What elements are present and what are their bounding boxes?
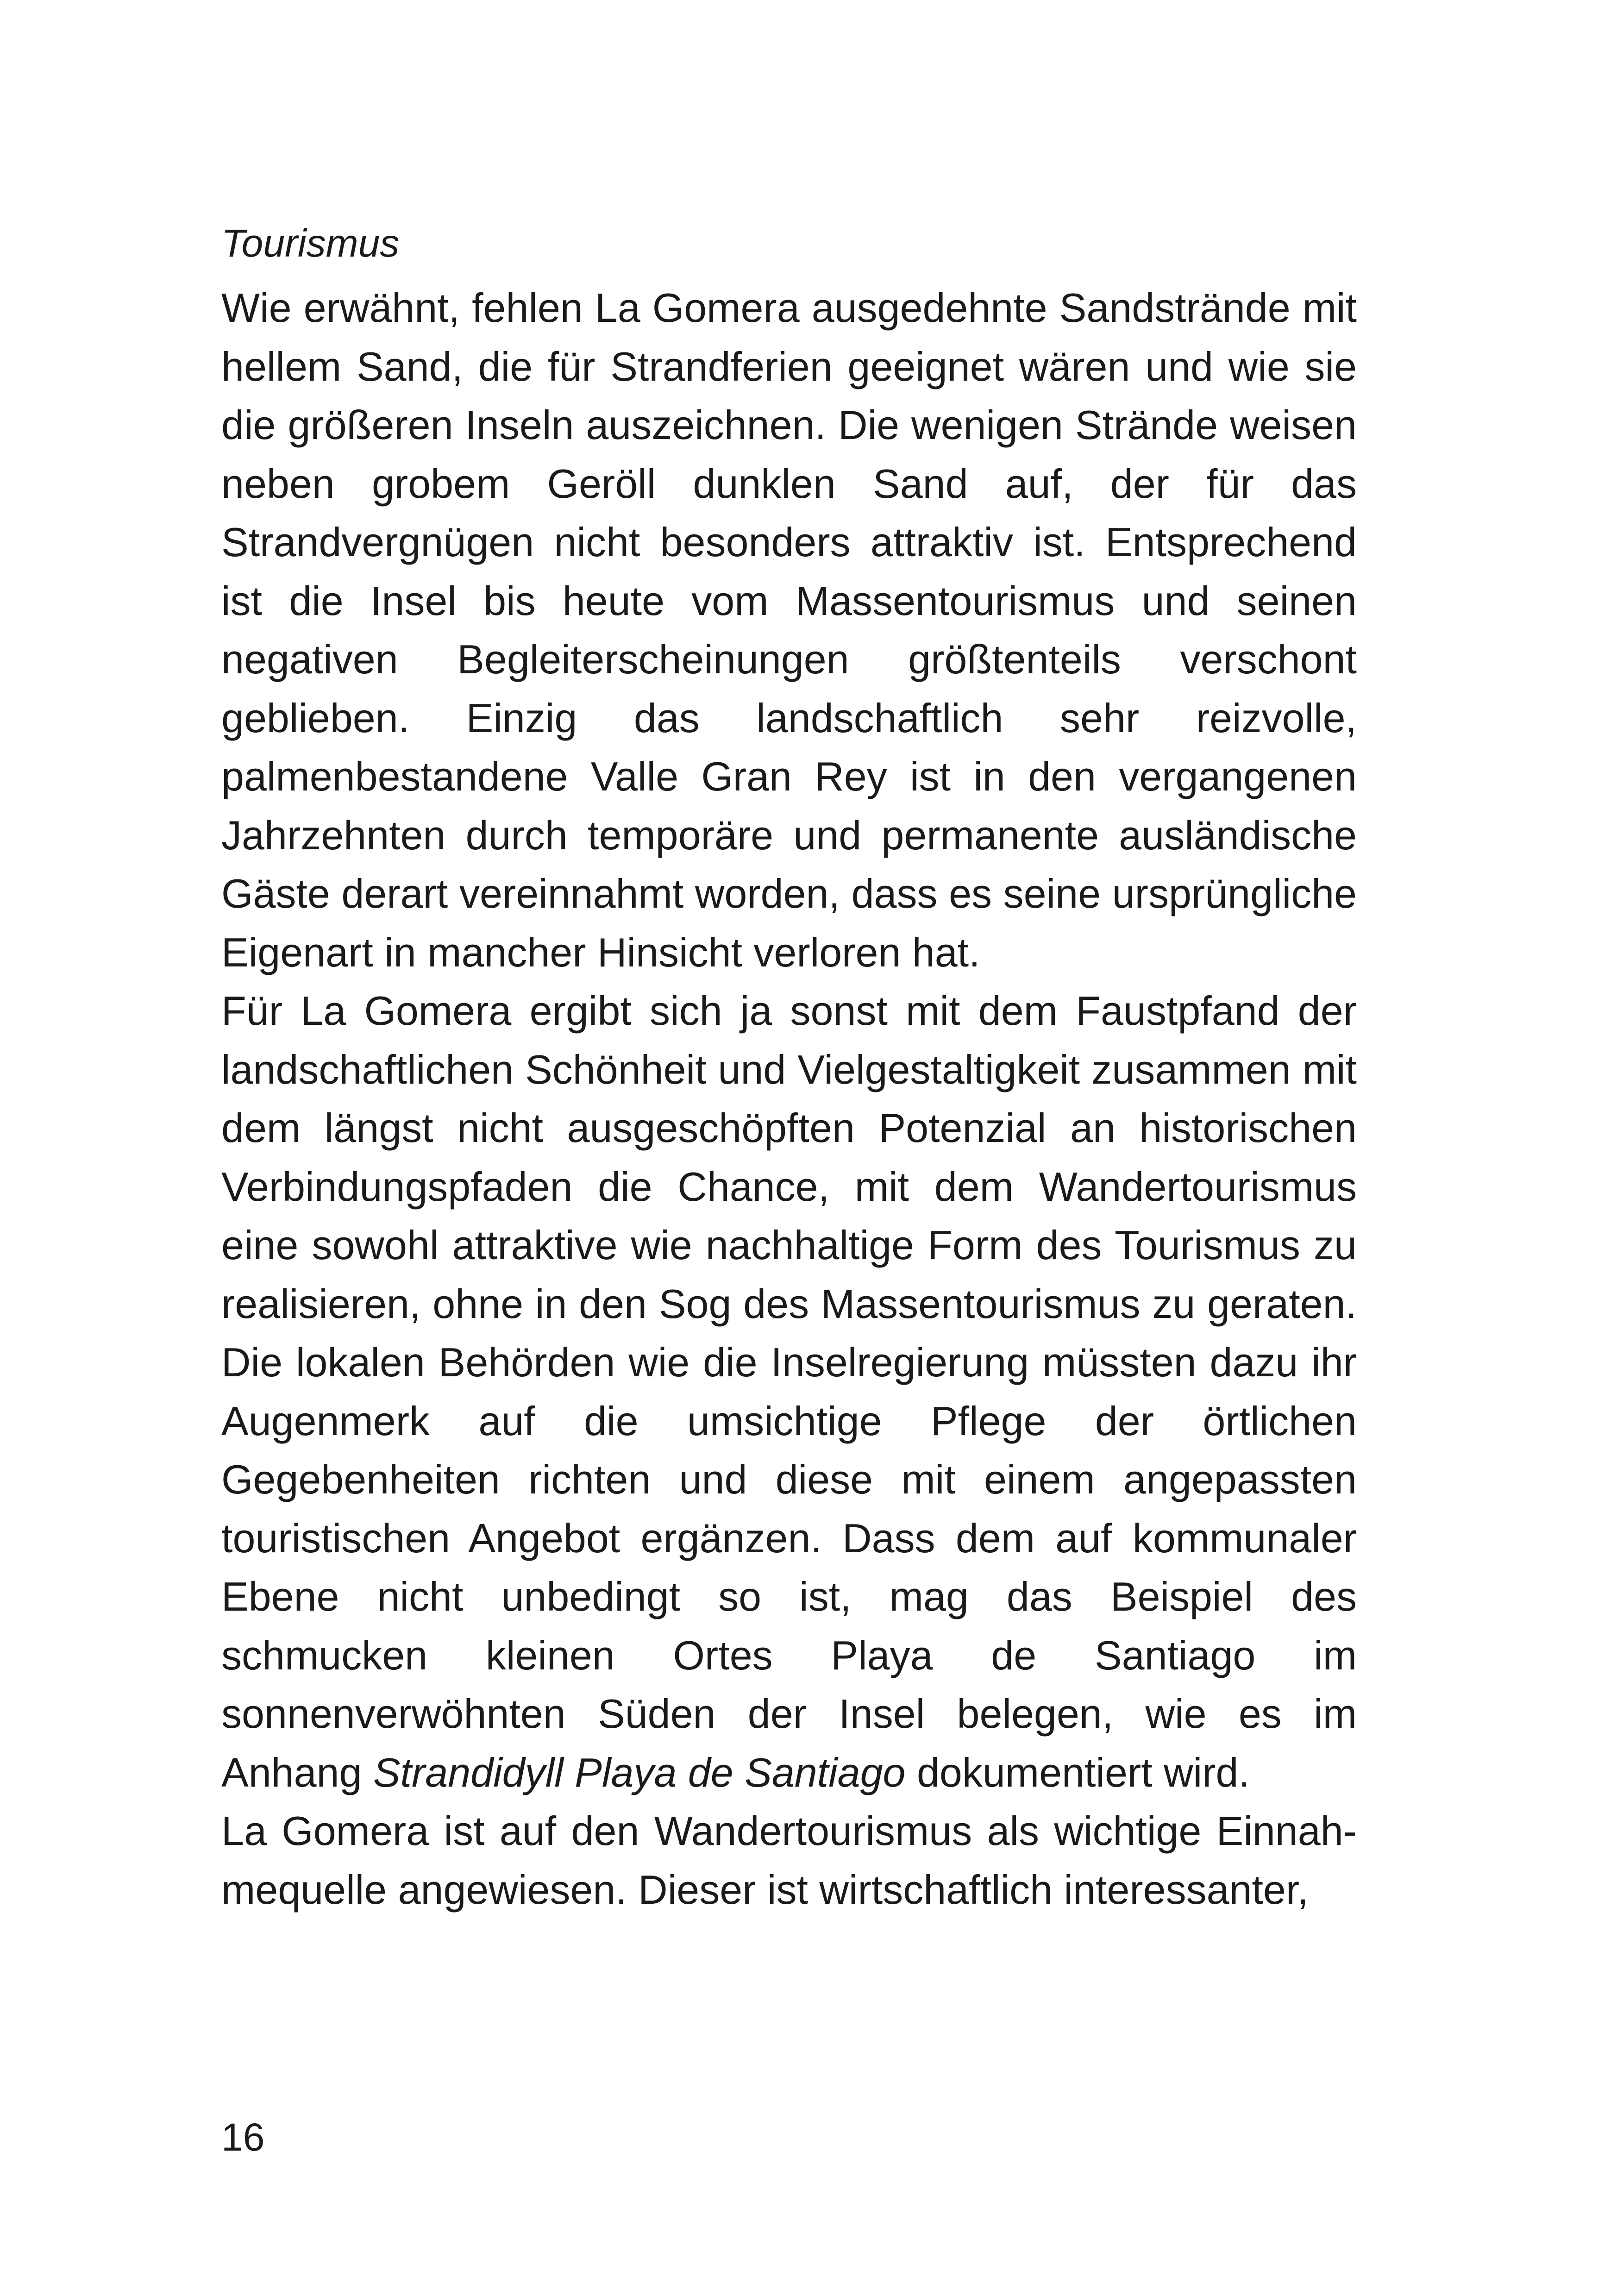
section-heading: Tourismus bbox=[221, 221, 400, 265]
paragraph-3: La Gomera ist auf den Wandertourismus als wichtige Einnahmequelle angewiesen. Dieser ist wirtschaftlich interessanter, bbox=[221, 1808, 1357, 1913]
page-content bbox=[221, 218, 1357, 1919]
paragraph-2 bbox=[221, 982, 1357, 1802]
paragraph-2-text-before: Für La Gomera ergibt sich ja sonst mit dem Faustpfand der landschaftlichen Schönheit und Vielgestaltigkeit zusammen mit dem längst nicht ausgeschöpften Potenzial an historischen Verbindungspfaden die Chance, mit dem Wandertourismus eine sowohl attraktive wie nachhaltige Form des Tourismus zu realisieren, ohne in den Sog des Massentourismus zu geraten. Die lokalen Behörden wie die Inselregierung müssten dazu ihr Augenmerk auf die umsichtige Pflege der örtlichen Gegebenheiten richten und diese mit einem angepassten touristischen Angebot ergänzen. Dass dem auf kommunaler Ebene nicht unbedingt so ist, mag das Beispiel des schmucken kleinen Ortes Playa de Santiago im sonnenverwöhnten Süden der Insel belegen, wie es im Anhang bbox=[221, 988, 1357, 1795]
page-number: 16 bbox=[221, 2115, 265, 2159]
paragraph-2-text-after: dokumentiert wird. bbox=[905, 1749, 1250, 1795]
paragraph-2-emphasis: Strandidyll Playa de Santiago bbox=[373, 1749, 906, 1795]
paragraph-1: Wie erwähnt, fehlen La Gomera ausgedehnte Sandstrände mit hellem Sand, die für Strandferien geeignet wären und wie sie die größeren Inseln auszeichnen. Die wenigen Strände weisen neben grobem Geröll dunklen Sand auf, der für das Strandvergnügen nicht besonders attraktiv ist. Entsprechend ist die Insel bis heute vom Massentourismus und seinen negativen Begleiterscheinungen größtenteils verschont geblieben. Einzig das landschaftlich sehr reizvolle, palmenbestandene Valle Gran Rey ist in den vergangenen Jahrzehnten durch temporäre und permanente ausländische Gäste derart vereinnahmt worden, dass es seine ursprüngliche Eigenart in mancher Hinsicht verloren hat. bbox=[221, 285, 1357, 975]
